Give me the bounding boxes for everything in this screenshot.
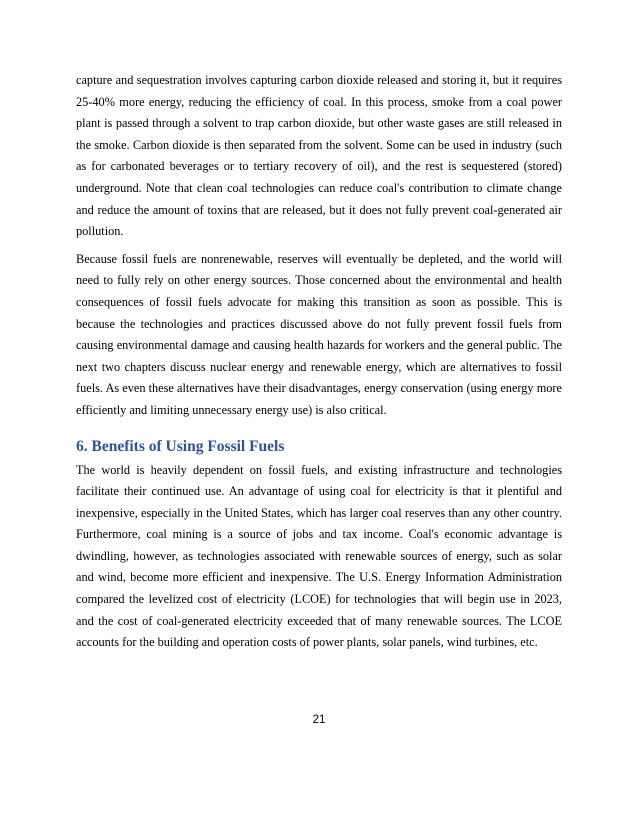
section-heading: 6. Benefits of Using Fossil Fuels (76, 437, 285, 455)
paragraph-carbon-capture: capture and sequestration involves capturing carbon dioxide released and storing it, but it requires 25-40% more energy, reducing the efficiency of coal. In this process, smoke from a coal power plant is passed through a solvent to trap carbon dioxide, but other waste gases are still released in the smoke. Carbon dioxide is then separated from the solvent. Some can be used in industry (such as for carbonated beverages or to tertiary recovery of oil), and the rest is sequestered (stored) underground. Note that clean coal technologies can reduce coal's contribution to climate change and reduce the amount of toxins that are released, but it does not fully prevent coal-generated air pollution. (76, 73, 562, 239)
paragraph-nonrenewable: Because fossil fuels are nonrenewable, reserves will eventually be depleted, and the world will need to fully rely on other energy sources. Those concerned about the environmental and health consequences of fossil fuels advocate for making this transition as soon as possible. This is because the technologies and practices discussed above do not fully prevent fossil fuels from causing environmental damage and causing health hazards for workers and the general public. The next two chapters discuss nuclear energy and renewable energy, which are alternatives to fossil fuels. As even these alternatives have their disadvantages, energy conservation (using energy more efficiently and limiting unnecessary energy use) is also critical. (76, 251, 562, 417)
page-body (76, 70, 562, 660)
page-number: 21 (312, 714, 326, 726)
paragraph-benefits: The world is heavily dependent on fossil fuels, and existing infrastructure and technologies facilitate their continued use. An advantage of using coal for electricity is that it plentiful and inexpensive, especially in the United States, which has larger coal reserves than any other country. Furthermore, coal mining is a source of jobs and tax income. Coal's economic advantage is dwindling, however, as technologies associated with renewable sources of energy, such as solar and wind, become more efficient and inexpensive. The U.S. Energy Information Administration compared the levelized cost of electricity (LCOE) for technologies that will begin use in 2023, and the cost of coal-generated electricity exceeded that of many renewable sources. The LCOE accounts for the building and operation costs of power plants, solar panels, wind turbines, etc. (76, 462, 562, 650)
